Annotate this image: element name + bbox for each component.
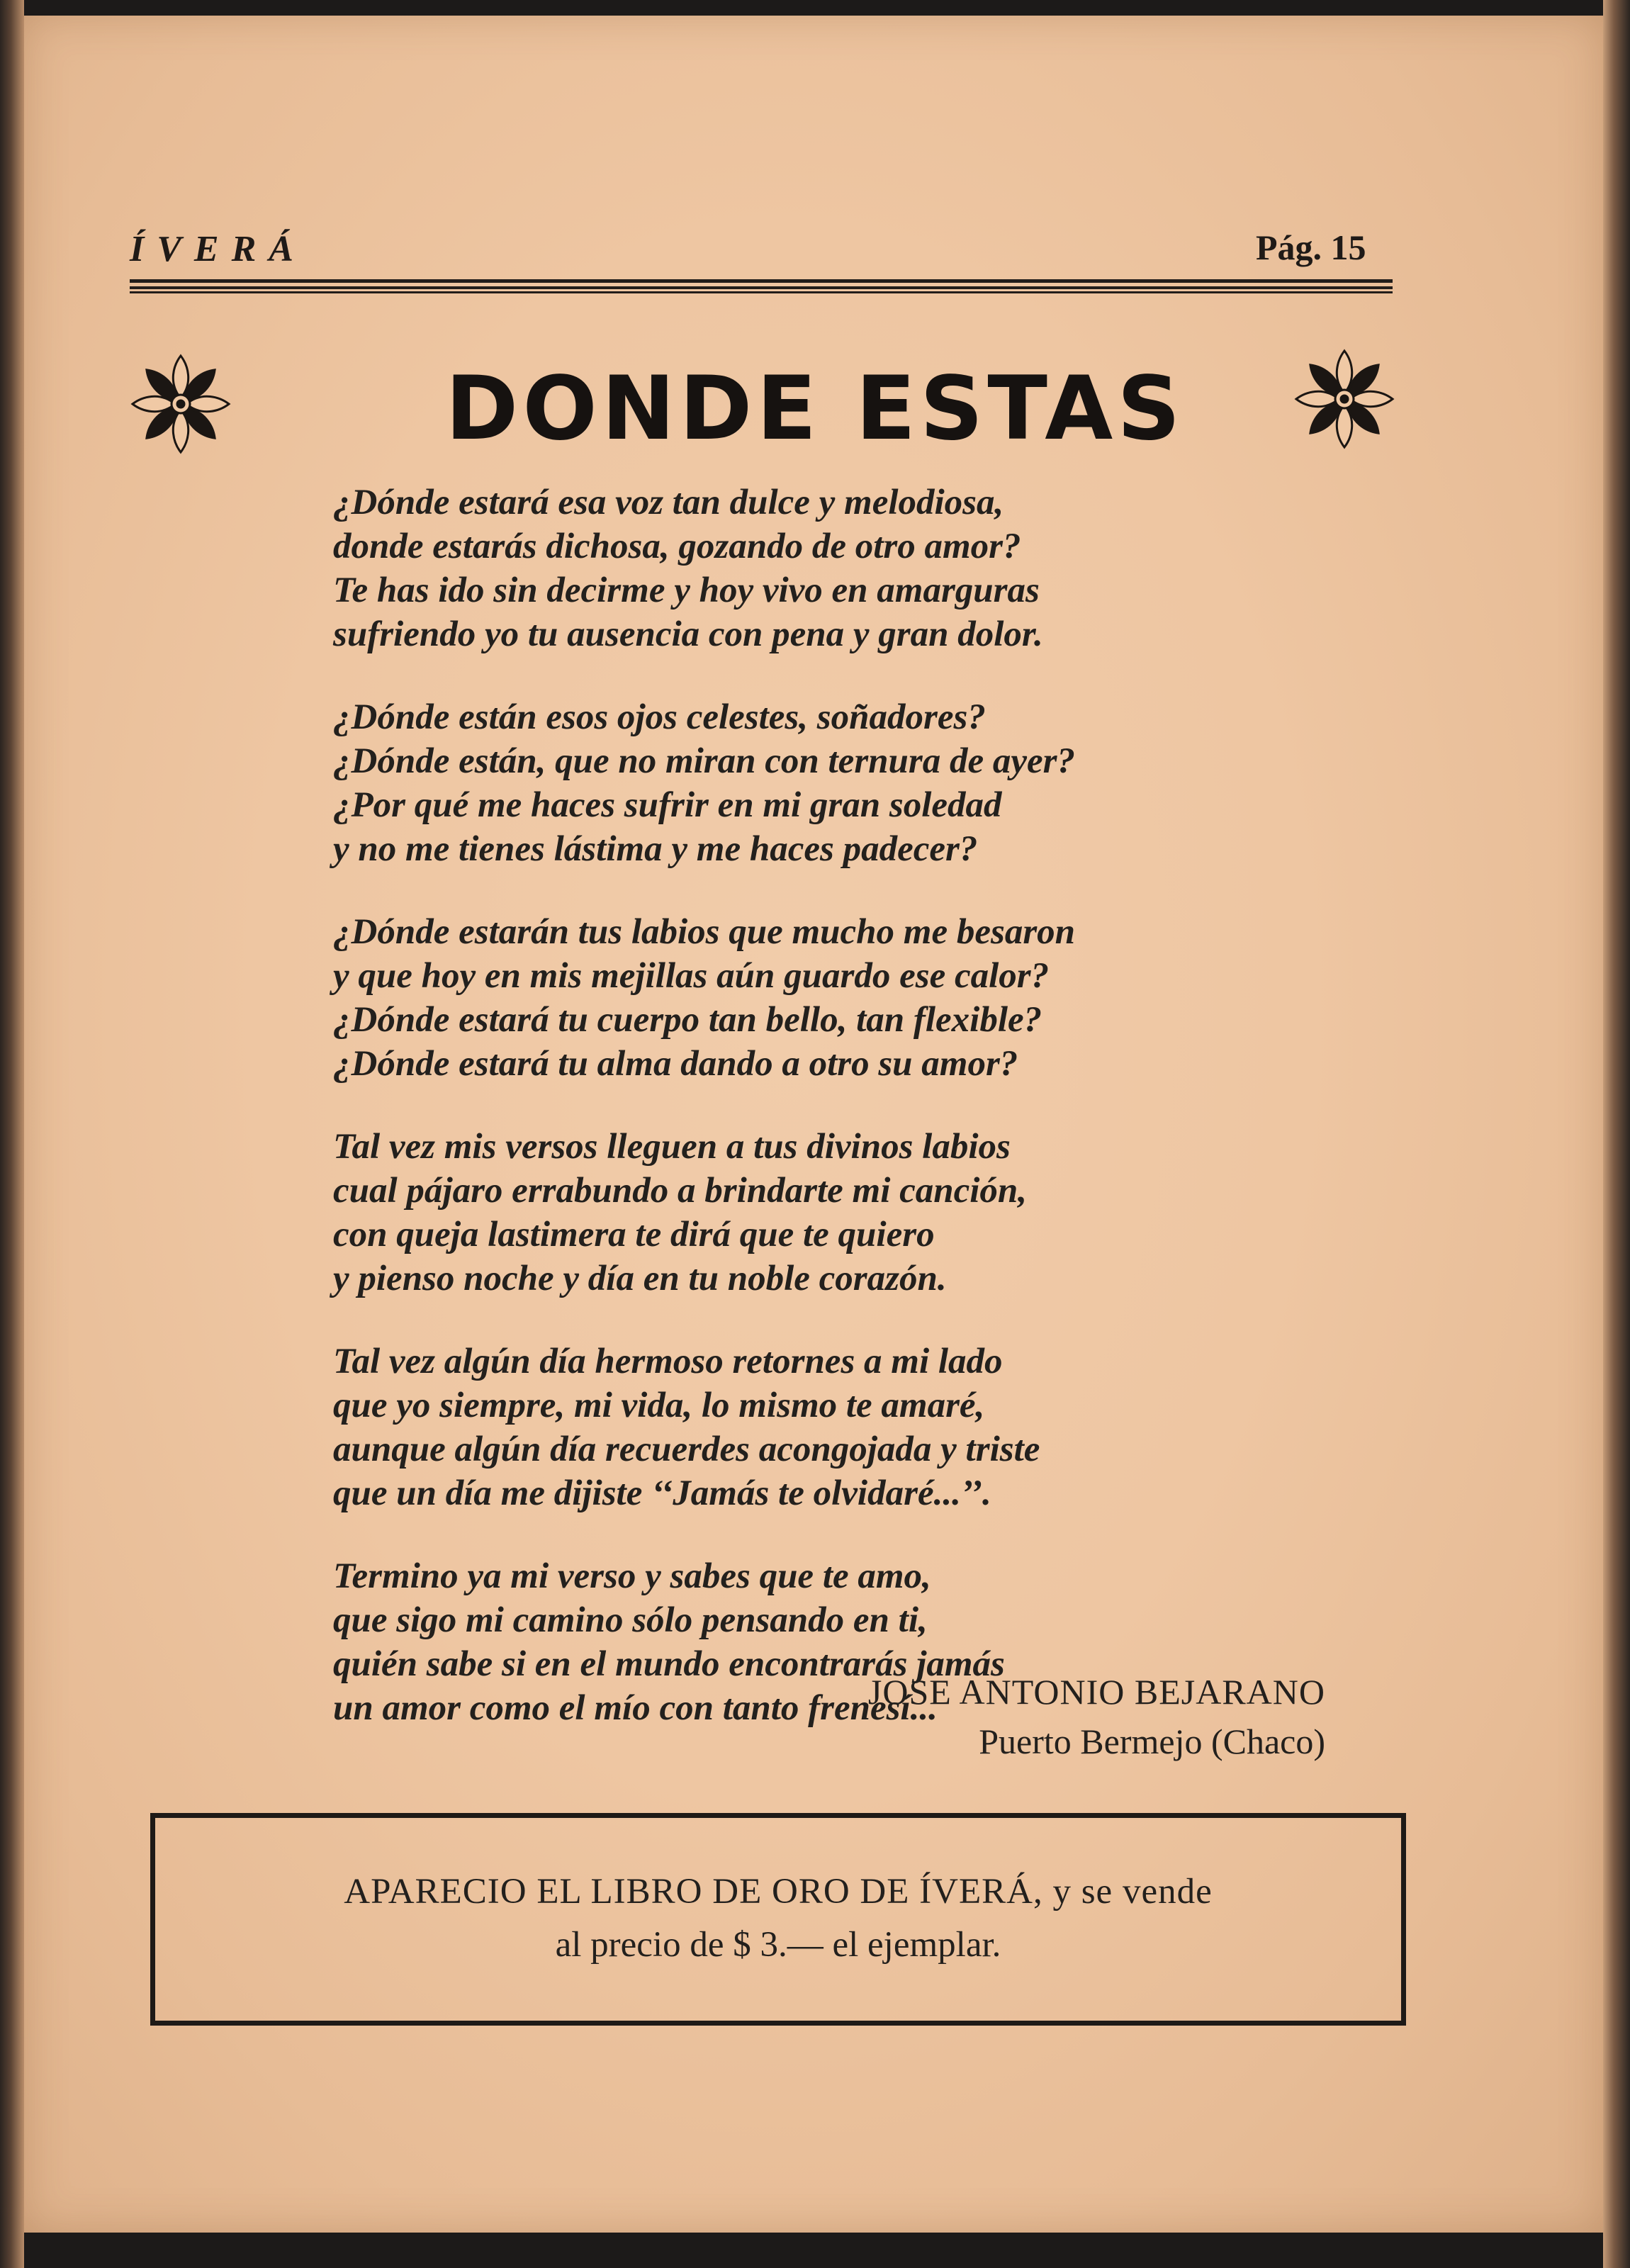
poem-body	[333, 481, 1325, 1769]
poem-line: quién sabe si en el mundo encontrarás jamás	[333, 1644, 1005, 1684]
poem-line: ¿Dónde estará tu alma dando a otro su amor?	[333, 1044, 1018, 1084]
flower-ornament-icon	[1291, 346, 1398, 452]
poem-line: cual pájaro errabundo a brindarte mi canción,	[333, 1171, 1028, 1211]
author-place: Puerto Bermejo (Chaco)	[979, 1722, 1325, 1761]
stanza	[333, 481, 1325, 656]
author-name: JOSE ANTONIO BEJARANO	[867, 1672, 1325, 1712]
poem-line: con queja lastimera te dirá que te quiero	[333, 1215, 935, 1254]
poem-line: que un día me dijiste ‘‘Jamás te olvidaré...’’.	[333, 1473, 991, 1513]
poem-line: Termino ya mi verso y sabes que te amo,	[333, 1556, 931, 1596]
poem-line: un amor como el mío con tanto frenesí...	[333, 1688, 938, 1728]
poem-line: ¿Por qué me haces sufrir en mi gran soledad	[333, 785, 1002, 825]
advertisement-price-line: al precio de $ 3.— el ejemplar.	[555, 1925, 1001, 1965]
poem-line: sufriendo yo tu ausencia con pena y gran dolor.	[333, 614, 1043, 654]
poem-line: que sigo mi camino sólo pensando en ti,	[333, 1600, 928, 1640]
right-page-edge	[1603, 0, 1630, 2268]
advertisement-line: APARECIO EL LIBRO DE ORO DE ÍVERÁ, y se vende	[344, 1872, 1213, 1911]
page-number: Pág. 15	[1256, 228, 1366, 267]
poem-line: ¿Dónde están, que no miran con ternura de ayer?	[333, 741, 1075, 781]
poem-line: y no me tienes lástima y me haces padecer?	[333, 829, 978, 869]
poem-line: ¿Dónde están esos ojos celestes, soñadores?	[333, 697, 986, 737]
poem-line: Te has ido sin decirme y hoy vivo en amarguras	[333, 571, 1040, 610]
poem-line: y pienso noche y día en tu noble corazón.	[333, 1259, 947, 1298]
poem-line: que yo siempre, mi vida, lo mismo te amaré,	[333, 1386, 985, 1425]
poem-line: ¿Dónde estará tu cuerpo tan bello, tan flexible?	[333, 1000, 1042, 1040]
poem-line: Tal vez mis versos lleguen a tus divinos labios	[333, 1127, 1011, 1167]
stanza	[333, 695, 1325, 871]
poem-line: Tal vez algún día hermoso retornes a mi lado	[333, 1342, 1003, 1381]
poem-line: donde estarás dichosa, gozando de otro amor?	[333, 527, 1021, 566]
poem-title: DONDE ESTAS	[445, 358, 1185, 460]
stanza	[333, 1340, 1325, 1515]
stanza	[333, 910, 1325, 1086]
publication-name: ÍVERÁ	[130, 229, 306, 269]
flower-ornament-icon	[128, 351, 234, 457]
stanza	[333, 1125, 1325, 1301]
header-rule	[130, 279, 1393, 295]
poem-line: ¿Dónde estará esa voz tan dulce y melodiosa,	[333, 483, 1004, 522]
poem-line: y que hoy en mis mejillas aún guardo ese calor?	[333, 956, 1050, 996]
poem-line: aunque algún día recuerdes acongojada y triste	[333, 1430, 1040, 1469]
left-page-edge	[0, 0, 24, 2268]
poem-line: ¿Dónde estarán tus labios que mucho me besaron	[333, 912, 1076, 952]
advertisement-box	[150, 1813, 1406, 2026]
